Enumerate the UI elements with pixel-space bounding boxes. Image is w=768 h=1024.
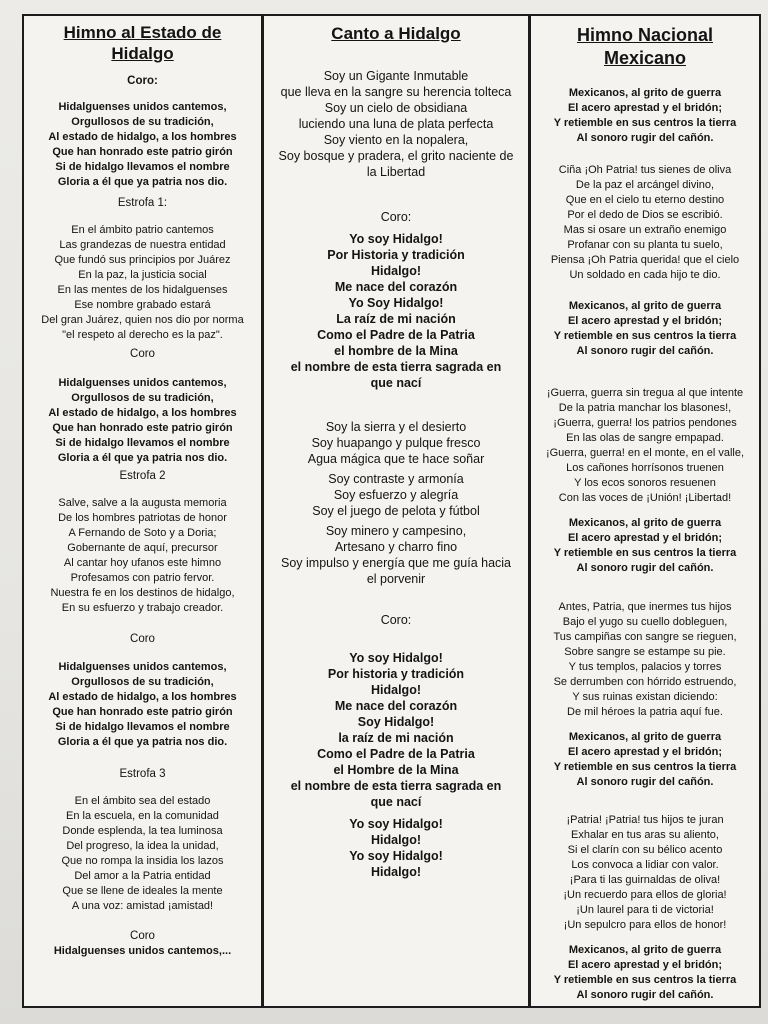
verse-line: Y los ecos sonoros resuenen xyxy=(574,477,716,489)
verse-2a xyxy=(264,419,528,467)
verse-line: Y retiemble en sus centros la tierra xyxy=(553,761,737,773)
coro-block xyxy=(531,86,759,146)
verse-line: La raíz de mi nación xyxy=(336,312,456,326)
verse-line: "el respeto al derecho es la paz". xyxy=(62,329,223,341)
verse-line: Por el dedo de Dios se escribió. xyxy=(567,209,723,221)
verse-line: Soy bosque y pradera, el grito naciente de xyxy=(278,149,514,163)
verse-line: Hidalgo! xyxy=(371,264,421,278)
coro-ending-line: Hidalguenses unidos cantemos,... xyxy=(53,945,232,957)
verse-line: De mil héroes la patria aquí fue. xyxy=(567,706,723,718)
verse-line: Gobernante de aquí, precursor xyxy=(67,542,218,554)
verse-line: Salve, salve a la augusta memoria xyxy=(58,497,227,509)
verse-line: Del gran Juárez, quien nos dio por norma xyxy=(41,314,244,326)
verse-line: Gloria a él que ya patria nos dio. xyxy=(57,452,228,464)
estrofa-1-label: Estrofa 1: xyxy=(117,197,168,209)
estrofa-2-block xyxy=(531,386,759,506)
coro-block xyxy=(531,943,759,1003)
verse-line: luciendo una luna de plata perfecta xyxy=(298,117,494,131)
verse-line: ¡Un recuerdo para ellos de gloria! xyxy=(563,889,727,901)
verse-line: Con las voces de ¡Unión! ¡Libertad! xyxy=(558,492,732,504)
verse-line: A una voz: amistad ¡amistad! xyxy=(71,900,214,912)
verse-line: Agua mágica que te hace soñar xyxy=(307,452,485,466)
estrofa-2-block xyxy=(24,496,261,616)
ending-block xyxy=(264,816,528,880)
verse-line: Artesano y charro fino xyxy=(334,540,458,554)
verse-line: Por Historia y tradición xyxy=(327,248,465,262)
verse-line: Si de hidalgo llevamos el nombre xyxy=(55,161,230,173)
verse-line: Me nace del corazón xyxy=(334,280,458,294)
verse-line: Del progreso, la idea la unidad, xyxy=(66,840,219,852)
verse-line: el hombre de la Mina xyxy=(334,344,458,358)
verse-line: Mexicanos, al grito de guerra xyxy=(568,300,722,312)
verse-line: Ciña ¡Oh Patria! tus sienes de oliva xyxy=(558,164,732,176)
verse-line: El acero aprestad y el bridón; xyxy=(567,959,723,971)
verse-2c xyxy=(264,523,528,587)
coro-block xyxy=(531,299,759,359)
verse-line: ¡Un laurel para ti de victoria! xyxy=(576,904,714,916)
verse-line: Soy impulso y energía que me guía hacia xyxy=(281,556,511,570)
verse-line: Que han honrado este patrio girón xyxy=(52,422,233,434)
verse-line: En el ámbito sea del estado xyxy=(74,795,211,807)
verse-line: El acero aprestad y el bridón; xyxy=(567,746,723,758)
verse-line: Hidalguenses unidos cantemos, xyxy=(58,101,227,113)
verse-line: Yo soy Hidalgo! xyxy=(349,817,443,831)
verse-line: En su esfuerzo y trabajo creador. xyxy=(61,602,224,614)
coro-block xyxy=(24,660,261,750)
verse-line: Tus campiñas con sangre se rieguen, xyxy=(553,631,737,643)
verse-line: De la patria manchar los blasones!, xyxy=(558,402,732,414)
estrofa-1-block xyxy=(24,223,261,343)
verse-line: Como el Padre de la Patria xyxy=(317,747,475,761)
verse-line: el porvenir xyxy=(366,572,426,586)
verse-line: Soy Hidalgo! xyxy=(357,715,435,729)
coro-block xyxy=(24,100,261,190)
verse-line: Como el Padre de la Patria xyxy=(317,328,475,342)
verse-line: El acero aprestad y el bridón; xyxy=(567,315,723,327)
verse-line: Hidalgo! xyxy=(371,683,421,697)
verse-line: En el ámbito patrio cantemos xyxy=(71,224,214,236)
estrofa-4-block xyxy=(531,813,759,933)
verse-line: Se derrumben con hórrido estruendo, xyxy=(553,676,737,688)
verse-line: Soy un Gigante Inmutable xyxy=(323,69,469,83)
verse-line: Al sonoro rugir del cañón. xyxy=(576,132,714,144)
verse-line: Yo soy Hidalgo! xyxy=(349,651,443,665)
verse-line: Yo Soy Hidalgo! xyxy=(348,296,444,310)
verse-line: Orgullosos de su tradición, xyxy=(71,116,214,128)
verse-line: el Hombre de la Mina xyxy=(333,763,459,777)
verse-line: Al estado de hidalgo, a los hombres xyxy=(48,691,237,703)
title-himno-hidalgo: Himno al Estado de Hidalgo xyxy=(63,23,222,63)
verse-line: Si el clarín con su bélico acento xyxy=(567,844,723,856)
coro-block xyxy=(264,650,528,810)
verse-line: Soy contraste y armonía xyxy=(328,472,464,486)
coro-block xyxy=(531,516,759,576)
verse-line: El acero aprestad y el bridón; xyxy=(567,532,723,544)
column-canto-hidalgo xyxy=(262,14,530,1008)
column-himno-nacional xyxy=(529,14,761,1008)
verse-line: Los cañones horrísonos truenen xyxy=(566,462,724,474)
verse-line: Yo soy Hidalgo! xyxy=(349,232,443,246)
verse-line: Soy esfuerzo y alegría xyxy=(333,488,459,502)
verse-line: Mexicanos, al grito de guerra xyxy=(568,87,722,99)
verse-line: el nombre de esta tierra sagrada en xyxy=(290,360,502,374)
verse-line: Y sus ruinas existan diciendo: xyxy=(572,691,718,703)
estrofa-3-block xyxy=(531,600,759,720)
verse-line: Que no rompa la insidia los lazos xyxy=(61,855,224,867)
verse-line: que nací xyxy=(370,376,422,390)
verse-line: Hidalguenses unidos cantemos, xyxy=(58,661,227,673)
verse-line: Un soldado en cada hijo te dio. xyxy=(569,269,721,281)
verse-line: la raíz de mi nación xyxy=(338,731,454,745)
verse-line: Al sonoro rugir del cañón. xyxy=(576,345,714,357)
verse-line: Ese nombre grabado estará xyxy=(74,299,211,311)
verse-line: Donde esplenda, la tea luminosa xyxy=(62,825,223,837)
title-himno-nacional: Himno Nacional Mexicano xyxy=(576,25,714,68)
verse-line: Del amor a la Patria entidad xyxy=(74,870,211,882)
coro-label: Coro: xyxy=(380,210,412,224)
verse-line: Exhalar en tus aras su aliento, xyxy=(571,829,719,841)
coro-label: Coro xyxy=(130,930,155,942)
verse-line: Y retiemble en sus centros la tierra xyxy=(553,330,737,342)
verse-line: Si de hidalgo llevamos el nombre xyxy=(55,721,230,733)
verse-line: Me nace del corazón xyxy=(334,699,458,713)
verse-line: ¡Patria! ¡Patria! tus hijos te juran xyxy=(566,814,724,826)
verse-line: Y retiemble en sus centros la tierra xyxy=(553,117,737,129)
verse-line: el nombre de esta tierra sagrada en xyxy=(290,779,502,793)
estrofa-3-block xyxy=(24,794,261,914)
verse-line: Que en el cielo tu eterno destino xyxy=(565,194,725,206)
verse-line: Soy la sierra y el desierto xyxy=(325,420,467,434)
verse-line: Profanar con su planta tu suelo, xyxy=(567,239,723,251)
verse-line: Mexicanos, al grito de guerra xyxy=(568,944,722,956)
verse-line: Soy viento en la nopalera, xyxy=(323,133,469,147)
verse-line: Hidalgo! xyxy=(371,865,421,879)
verse-line: ¡Guerra, guerra sin tregua al que intente xyxy=(546,387,744,399)
verse-line: que lleva en la sangre su herencia tolteca xyxy=(280,85,512,99)
verse-line: En la paz, la justicia social xyxy=(78,269,207,281)
coro-label: Coro: xyxy=(127,75,158,87)
verse-line: ¡Para ti las guirnaldas de oliva! xyxy=(569,874,721,886)
verse-line: Y retiemble en sus centros la tierra xyxy=(553,974,737,986)
verse-line: Mas si osare un extraño enemigo xyxy=(563,224,727,236)
coro-block xyxy=(264,231,528,391)
column-himno-hidalgo xyxy=(22,14,263,1008)
verse-line: Orgullosos de su tradición, xyxy=(71,392,214,404)
verse-line: Nuestra fe en los destinos de hidalgo, xyxy=(50,587,235,599)
verse-line: Al sonoro rugir del cañón. xyxy=(576,989,714,1001)
verse-line: Soy huapango y pulque fresco xyxy=(311,436,481,450)
verse-line: Mexicanos, al grito de guerra xyxy=(568,517,722,529)
verse-line: Que han honrado este patrio girón xyxy=(52,146,233,158)
verse-line: A Fernando de Soto y a Doria; xyxy=(68,527,217,539)
verse-line: la Libertad xyxy=(366,165,426,179)
verse-line: Soy el juego de pelota y fútbol xyxy=(312,504,480,518)
coro-label: Coro: xyxy=(380,613,412,627)
verse-line: Sobre sangre se estampe su pie. xyxy=(564,646,726,658)
verse-line: Al estado de hidalgo, a los hombres xyxy=(48,131,237,143)
verse-line: Que fundó sus principios por Juárez xyxy=(54,254,231,266)
verse-line: Antes, Patria, que inermes tus hijos xyxy=(558,601,732,613)
verse-line: Soy minero y campesino, xyxy=(325,524,467,538)
estrofa-1-block xyxy=(531,163,759,283)
estrofa-3-label: Estrofa 3 xyxy=(119,768,166,780)
coro-label: Coro xyxy=(130,348,155,360)
verse-line: Y retiemble en sus centros la tierra xyxy=(553,547,737,559)
verse-line: Profesamos con patrio fervor. xyxy=(70,572,215,584)
verse-line: Hidalguenses unidos cantemos, xyxy=(58,377,227,389)
verse-line: Que han honrado este patrio girón xyxy=(52,706,233,718)
verse-line: De la paz el arcángel divino, xyxy=(575,179,715,191)
verse-line: Por historia y tradición xyxy=(327,667,465,681)
verse-line: Que se llene de ideales la mente xyxy=(62,885,223,897)
verse-line: Los convoca a lidiar con valor. xyxy=(571,859,719,871)
verse-line: Mexicanos, al grito de guerra xyxy=(568,731,722,743)
verse-line: Soy un cielo de obsidiana xyxy=(324,101,468,115)
verse-line: Piensa ¡Oh Patria querida! que el cielo xyxy=(550,254,740,266)
verse-line: Hidalgo! xyxy=(371,833,421,847)
verse-line: Al cantar hoy ufanos este himno xyxy=(63,557,222,569)
verse-line: que nací xyxy=(370,795,422,809)
verse-line: Bajo el yugo su cuello dobleguen, xyxy=(562,616,728,628)
coro-block xyxy=(531,730,759,790)
verse-line: Gloria a él que ya patria nos dio. xyxy=(57,736,228,748)
verse-line: El acero aprestad y el bridón; xyxy=(567,102,723,114)
verse-2b xyxy=(264,471,528,519)
verse-line: Al estado de hidalgo, a los hombres xyxy=(48,407,237,419)
coro-label: Coro xyxy=(130,633,155,645)
verse-line: En las mentes de los hidalguenses xyxy=(57,284,228,296)
verse-line: Gloria a él que ya patria nos dio. xyxy=(57,176,228,188)
intro-verse xyxy=(264,68,528,180)
estrofa-2-label: Estrofa 2 xyxy=(119,470,166,482)
verse-line: En las olas de sangre empapad. xyxy=(566,432,724,444)
verse-line: ¡Guerra, guerra! los patrios pendones xyxy=(553,417,737,429)
verse-line: Si de hidalgo llevamos el nombre xyxy=(55,437,230,449)
verse-line: Las grandezas de nuestra entidad xyxy=(59,239,226,251)
verse-line: ¡Un sepulcro para ellos de honor! xyxy=(563,919,727,931)
verse-line: De los hombres patriotas de honor xyxy=(58,512,227,524)
verse-line: Yo soy Hidalgo! xyxy=(349,849,443,863)
verse-line: Y tus templos, palacios y torres xyxy=(568,661,722,673)
verse-line: ¡Guerra, guerra! en el monte, en el valle, xyxy=(545,447,745,459)
verse-line: Orgullosos de su tradición, xyxy=(71,676,214,688)
coro-block xyxy=(24,376,261,466)
verse-line: Al sonoro rugir del cañón. xyxy=(576,776,714,788)
title-canto-hidalgo: Canto a Hidalgo xyxy=(331,24,461,43)
verse-line: Al sonoro rugir del cañón. xyxy=(576,562,714,574)
verse-line: En la escuela, en la comunidad xyxy=(66,810,219,822)
